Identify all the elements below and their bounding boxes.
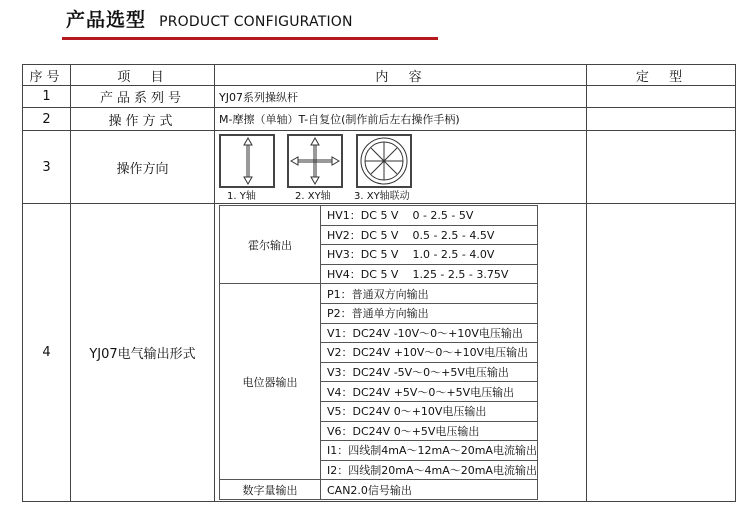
diagram-caption: 2. XY轴 — [295, 191, 331, 202]
row-item: YJ07电气输出形式 — [71, 204, 215, 502]
diagram-xy-linked — [354, 134, 412, 202]
pot-option[interactable]: V6：DC24V 0～+5V电压输出 — [321, 421, 538, 441]
diagram-caption: 1. Y轴 — [227, 191, 256, 202]
pot-option[interactable]: I2：四线制20mA～4mA～20mA电流输出 — [321, 460, 538, 480]
row-item: 操作方式 — [71, 108, 215, 131]
row-num: 4 — [23, 204, 71, 502]
table-header-row — [23, 65, 736, 86]
pot-option[interactable]: V5：DC24V 0～+10V电压输出 — [321, 401, 538, 421]
diagram-caption: 3. XY轴联动 — [354, 191, 410, 202]
row-content: YJ07系列操纵杆 — [215, 86, 587, 108]
table-row — [23, 108, 736, 131]
page-title-en: PRODUCT CONFIGURATION — [159, 14, 353, 30]
row-content-outputs — [215, 204, 587, 502]
row-content: M-摩擦（单轴）T-自复位(制作前后左右操作手柄) — [215, 108, 587, 131]
hall-option[interactable]: HV4：DC 5 V 1.25 - 2.5 - 3.75V — [321, 264, 538, 284]
page-header — [66, 5, 353, 35]
pot-option[interactable]: V4：DC24V +5V～0～+5V电压输出 — [321, 382, 538, 402]
row-num: 3 — [23, 131, 71, 204]
row-model-cell[interactable] — [587, 86, 736, 108]
diagram-y-axis — [219, 134, 275, 202]
row-model-cell[interactable] — [587, 204, 736, 502]
pot-option[interactable]: P2：普通单方向输出 — [321, 303, 538, 323]
xy-linked-arrow-icon — [356, 134, 412, 188]
output-options-table — [219, 205, 538, 500]
hall-output-label: 霍尔输出 — [220, 206, 321, 284]
pot-option[interactable]: V2：DC24V +10V～0～+10V电压输出 — [321, 343, 538, 363]
pot-option[interactable]: P1：普通双方向输出 — [321, 284, 538, 304]
configuration-table — [22, 64, 736, 502]
pot-option[interactable]: V1：DC24V -10V～0～+10V电压输出 — [321, 323, 538, 343]
row-num: 1 — [23, 86, 71, 108]
digital-option[interactable]: CAN2.0信号输出 — [321, 480, 538, 500]
header-num: 序号 — [23, 65, 71, 86]
table-row — [23, 86, 736, 108]
row-item: 产品系列号 — [71, 86, 215, 108]
table-row — [23, 204, 736, 502]
y-axis-arrow-icon — [219, 134, 275, 188]
row-content-diagrams — [215, 131, 587, 204]
potentiometer-output-label: 电位器输出 — [220, 284, 321, 480]
hall-option[interactable]: HV3：DC 5 V 1.0 - 2.5 - 4.0V — [321, 245, 538, 265]
title-underline — [62, 37, 438, 40]
pot-option[interactable]: I1：四线制4mA～12mA～20mA电流输出 — [321, 441, 538, 461]
diagram-xy-axis — [287, 134, 343, 202]
hall-option[interactable]: HV2：DC 5 V 0.5 - 2.5 - 4.5V — [321, 225, 538, 245]
row-model-cell[interactable] — [587, 108, 736, 131]
header-model: 定 型 — [587, 65, 736, 86]
header-content: 内 容 — [215, 65, 587, 86]
row-item: 操作方向 — [71, 131, 215, 204]
table-row — [23, 131, 736, 204]
header-item: 项 目 — [71, 65, 215, 86]
pot-option[interactable]: V3：DC24V -5V～0～+5V电压输出 — [321, 362, 538, 382]
row-num: 2 — [23, 108, 71, 131]
page-title-cn: 产品选型 — [66, 9, 147, 31]
hall-option[interactable]: HV1：DC 5 V 0 - 2.5 - 5V — [321, 206, 538, 226]
row-model-cell[interactable] — [587, 131, 736, 204]
xy-axis-arrow-icon — [287, 134, 343, 188]
digital-output-label: 数字量输出 — [220, 480, 321, 500]
